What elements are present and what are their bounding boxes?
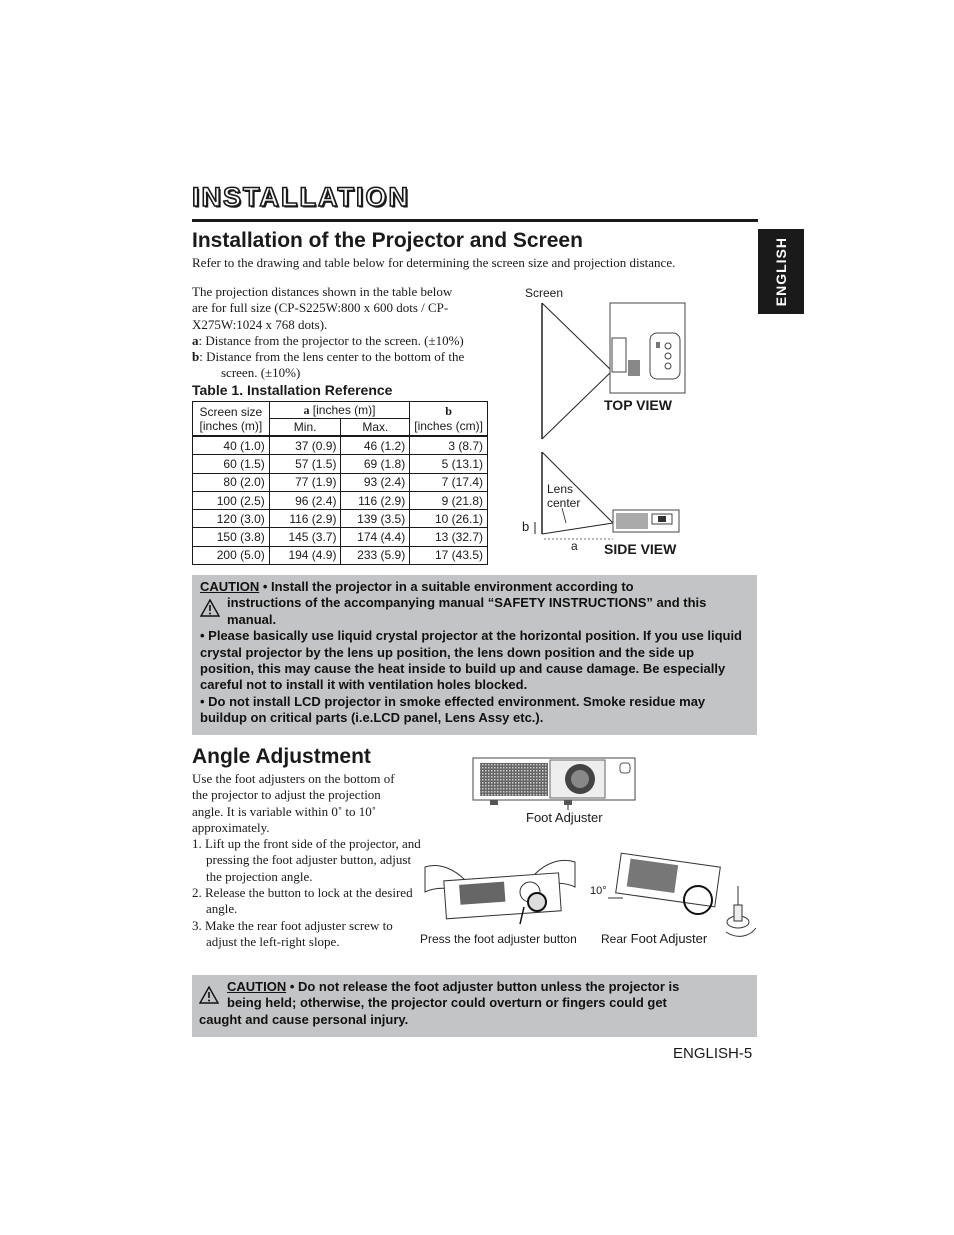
screen-label: Screen — [525, 286, 564, 300]
top-view-label: TOP VIEW — [604, 397, 672, 413]
caution-line: manual. — [227, 611, 277, 627]
table-row: 100 (2.5) 96 (2.4) 116 (2.9) 9 (21.8) — [193, 491, 488, 509]
distance-note — [192, 284, 492, 382]
intro-line: approximately. — [192, 819, 270, 835]
section-heading-angle: Angle Adjustment — [192, 745, 371, 768]
definition-b-cont: screen. (±10%) — [221, 365, 301, 381]
table-row: 200 (5.0) 194 (4.9) 233 (5.9) 17 (43.5) — [193, 546, 488, 564]
table-row: 150 (3.8) 145 (3.7) 174 (4.4) 13 (32.7) — [193, 528, 488, 546]
installation-reference-table — [192, 401, 488, 565]
foot-adjuster-label: Foot Adjuster — [526, 810, 603, 825]
header-max: Max. — [341, 419, 410, 437]
header-a: a [inches (m)] — [269, 402, 409, 419]
caution-line: being held; otherwise, the projector could overturn or fingers could get — [227, 995, 667, 1011]
language-tab-label: ENGLISH — [773, 236, 789, 307]
press-button-illustration — [420, 852, 580, 932]
angle-label: 10° — [590, 885, 607, 897]
intro-line: angle. It is variable within 0˚ to 10˚ — [192, 803, 377, 819]
section-heading-installation: Installation of the Projector and Screen — [192, 229, 583, 252]
header-b: b [inches (cm)] — [410, 402, 488, 437]
intro-line: Use the foot adjusters on the bottom of — [192, 771, 395, 786]
caution-line: caught and cause personal injury. — [199, 1011, 409, 1027]
language-tab — [758, 229, 804, 314]
rear-foot-illustration — [588, 850, 758, 940]
section-intro: Refer to the drawing and table below for determining the screen size and projection distance. — [192, 255, 676, 270]
header-min: Min. — [269, 419, 341, 437]
note-line: are for full size (CP-S225W:800 x 600 dots / CP- — [192, 300, 449, 316]
definition-b: b: Distance from the lens center to the bottom of the — [192, 349, 465, 365]
step-item: 1. Lift up the front side of the projector, and pressing the foot adjuster button, adjust the projection angle. — [192, 836, 421, 884]
a-label: a — [571, 539, 578, 553]
press-button-label: Press the foot adjuster button — [420, 932, 577, 946]
note-line: The projection distances shown in the table below — [192, 284, 453, 299]
page-title: INSTALLATION — [192, 182, 410, 212]
caution-paragraph: • Do not install LCD projector in smoke effected environment. Smoke residue may buildup on critical parts (i.e.LCD panel, Lens Assy etc.). — [200, 693, 706, 726]
caution-line: instructions of the accompanying manual “SAFETY INSTRUCTIONS” and this — [227, 595, 707, 611]
angle-instructions — [192, 771, 422, 950]
table-caption: Table 1. Installation Reference — [192, 382, 393, 398]
top-view-drawing — [542, 303, 685, 439]
header-screen-size: Screen size [inches (m)] — [193, 402, 270, 437]
b-label: b — [522, 519, 530, 534]
caution-line: CAUTION • Install the projector in a suitable environment according to — [200, 579, 634, 594]
intro-line: the projector to adjust the projection — [192, 787, 381, 803]
warning-icon — [200, 599, 220, 617]
table-row: 40 (1.0) 37 (0.9) 46 (1.2) 3 (8.7) — [193, 436, 488, 455]
caution-paragraph: • Please basically use liquid crystal projector at the horizontal position. If you use liquid crystal projector by the lens up position, the lens down position and the side up position, this may cause the heat inside to build up and cause damage. Be especially careful not to install it with ventilation holes blocked. — [200, 628, 743, 693]
definition-a: a: Distance from the projector to the screen. (±10%) — [192, 332, 464, 348]
title-rule — [192, 219, 758, 222]
caution-box-installation — [192, 575, 757, 735]
side-view-label: SIDE VIEW — [604, 541, 677, 557]
projector-front-illustration — [470, 755, 640, 810]
page-number: ENGLISH-5 — [673, 1045, 753, 1062]
projection-diagram — [520, 298, 700, 568]
caution-word: CAUTION — [200, 579, 260, 594]
table-row: 80 (2.0) 77 (1.9) 93 (2.4) 7 (17.4) — [193, 473, 488, 491]
step-item: 2. Release the button to lock at the desired angle. — [192, 885, 413, 917]
rear-foot-adjuster-label: Rear Foot Adjuster — [601, 931, 708, 946]
caution-box-foot-adjuster — [192, 975, 757, 1037]
note-line: X275W:1024 x 768 dots). — [192, 316, 328, 332]
caution-line: CAUTION • Do not release the foot adjuster button unless the projector is — [227, 979, 680, 994]
lens-center-label: Lens center — [547, 482, 581, 510]
table-row: 120 (3.0) 116 (2.9) 139 (3.5) 10 (26.1) — [193, 510, 488, 528]
step-item: 3. Make the rear foot adjuster screw to adjust the left-right slope. — [192, 917, 393, 949]
table-row: 60 (1.5) 57 (1.5) 69 (1.8) 5 (13.1) — [193, 455, 488, 473]
caution-word: CAUTION — [227, 979, 287, 994]
